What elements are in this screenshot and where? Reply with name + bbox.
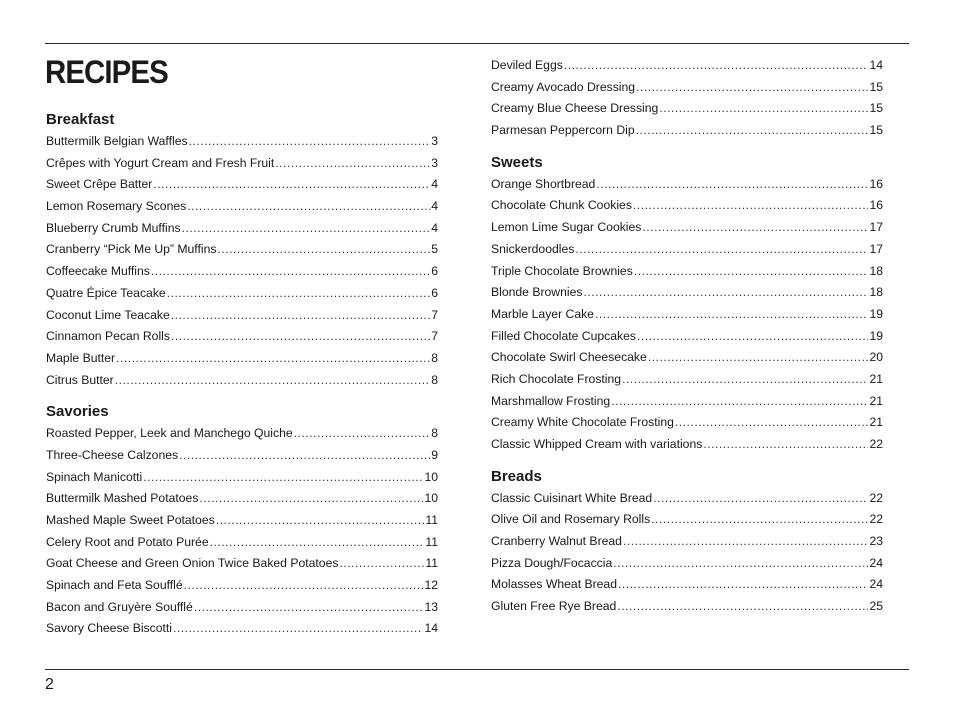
toc-section-savories	[46, 401, 438, 640]
toc-entry-title: Celery Root and Potato Purée	[46, 534, 209, 549]
toc-entry	[46, 131, 438, 153]
toc-entry	[46, 370, 438, 392]
toc-section-breakfast	[46, 109, 438, 391]
toc-entry-page: 24	[869, 555, 883, 570]
toc-entry	[46, 283, 438, 305]
toc-entry-title: Gluten Free Rye Bread	[491, 599, 617, 614]
toc-entry-page: 9	[431, 447, 438, 462]
toc-entry	[46, 218, 438, 240]
toc-entry	[491, 531, 883, 553]
dot-leader	[659, 98, 868, 120]
toc-entry-page: 8	[431, 426, 438, 441]
section-heading: Breads	[491, 467, 542, 485]
toc-entry-title: Coffeecake Muffins	[46, 264, 150, 279]
toc-left-column	[46, 109, 438, 640]
toc-entry-page: 22	[869, 490, 883, 505]
toc-entry-page: 17	[869, 241, 883, 256]
section-heading: Sweets	[491, 153, 543, 171]
dot-leader	[182, 218, 431, 240]
toc-entry-title: Marshmallow Frosting	[491, 393, 611, 408]
toc-entry	[46, 261, 438, 283]
toc-entry	[46, 597, 438, 619]
toc-entry	[491, 304, 883, 326]
toc-entry	[491, 77, 883, 99]
toc-entry-page: 6	[431, 264, 438, 279]
toc-entry-title: Spinach and Feta Soufflé	[46, 578, 183, 593]
top-rule	[45, 43, 909, 44]
dot-leader	[703, 434, 868, 456]
toc-entry-title: Citrus Butter	[46, 372, 114, 387]
dot-leader	[179, 445, 430, 467]
toc-section-sweets	[491, 152, 883, 456]
toc-entry	[491, 174, 883, 196]
toc-entry-title: Roasted Pepper, Leek and Manchego Quiche	[46, 426, 293, 441]
toc-entry-title: Filled Chocolate Cupcakes	[491, 328, 636, 343]
dot-leader	[199, 488, 423, 510]
dot-leader	[116, 348, 430, 370]
toc-entry-list	[46, 423, 438, 640]
toc-entry-title: Classic Cuisinart White Bread	[491, 490, 653, 505]
dot-leader	[633, 195, 869, 217]
dot-leader	[611, 391, 868, 413]
toc-entry	[46, 305, 438, 327]
toc-entry-page: 3	[431, 134, 438, 148]
dot-leader	[339, 553, 424, 575]
toc-entry	[491, 412, 883, 434]
toc-entry-page: 17	[869, 220, 883, 235]
toc-entry-title: Triple Chocolate Brownies	[491, 263, 633, 278]
dot-leader	[275, 153, 430, 175]
toc-entry-title: Marble Layer Cake	[491, 306, 594, 321]
toc-entry-page: 7	[431, 329, 438, 344]
dot-leader	[216, 510, 425, 532]
toc-entry-list	[46, 131, 438, 391]
dot-leader	[595, 304, 868, 326]
toc-entry-page: 18	[869, 263, 883, 278]
dot-leader	[173, 618, 423, 640]
toc-entry-title: Three-Cheese Calzones	[46, 447, 179, 462]
toc-entry-page: 10	[424, 469, 438, 484]
toc-entry-page: 8	[431, 372, 438, 387]
toc-entry-title: Savory Cheese Biscotti	[46, 621, 172, 636]
toc-entry-page: 11	[425, 556, 438, 571]
toc-entry-title: Olive Oil and Rosemary Rolls	[491, 512, 651, 527]
toc-entry-title: Blueberry Crumb Muffins	[46, 220, 181, 235]
dot-leader	[651, 509, 868, 531]
toc-entry	[46, 153, 438, 175]
toc-entry-list	[491, 55, 883, 142]
dot-leader	[143, 467, 423, 489]
toc-entry-title: Snickerdoodles	[491, 241, 575, 256]
toc-entry-page: 12	[424, 578, 438, 593]
toc-entry-title: Lemon Rosemary Scones	[46, 199, 187, 214]
dot-leader	[575, 239, 868, 261]
toc-entry-title: Creamy Blue Cheese Dressing	[491, 101, 659, 116]
toc-entry-title: Maple Butter	[46, 350, 116, 365]
dot-leader	[648, 347, 869, 369]
toc-entry-page: 19	[869, 306, 883, 321]
toc-entry	[46, 348, 438, 370]
toc-entry-page: 3	[431, 155, 438, 170]
toc-entry	[491, 596, 883, 618]
toc-entry-page: 23	[869, 534, 883, 549]
toc-entry-title: Quatre Épice Teacake	[46, 285, 166, 300]
toc-entry-page: 13	[424, 599, 438, 614]
toc-entry-page: 4	[431, 199, 438, 214]
toc-entry-page: 7	[431, 307, 438, 322]
toc-entry-title: Cranberry Walnut Bread	[491, 534, 622, 549]
toc-entry-page: 8	[431, 350, 438, 365]
dot-leader	[617, 596, 868, 618]
toc-entry-page: 22	[869, 437, 883, 451]
toc-entry	[491, 195, 883, 217]
toc-entry	[491, 574, 883, 596]
toc-entry-page: 16	[869, 198, 883, 213]
toc-entry-page: 4	[431, 220, 438, 235]
dot-leader	[189, 131, 431, 153]
toc-entry	[46, 239, 438, 261]
dot-leader	[583, 282, 868, 304]
dot-leader	[636, 120, 869, 142]
toc-entry-page: 19	[869, 328, 883, 343]
dot-leader	[637, 326, 868, 348]
toc-entry-page: 21	[869, 415, 883, 430]
toc-entry-title: Mashed Maple Sweet Potatoes	[46, 513, 215, 527]
toc-entry-title: Goat Cheese and Green Onion Twice Baked Potatoes	[46, 556, 339, 571]
toc-entry-title: Chocolate Chunk Cookies	[491, 198, 632, 213]
toc-entry	[491, 261, 883, 283]
toc-entry	[491, 120, 883, 142]
toc-entry-title: Molasses Wheat Bread	[491, 577, 617, 592]
section-heading: Savories	[46, 403, 109, 421]
toc-entry-page: 4	[431, 177, 438, 192]
toc-entry	[491, 239, 883, 261]
toc-entry-title: Orange Shortbread	[491, 176, 596, 191]
toc-entry	[46, 445, 438, 467]
toc-entry-title: Bacon and Gruyère Soufflé	[46, 599, 193, 614]
toc-entry-page: 5	[431, 242, 438, 257]
dot-leader	[184, 575, 424, 597]
page-number: 2	[45, 676, 54, 693]
toc-entry-list	[491, 488, 883, 618]
toc-entry	[46, 532, 438, 554]
toc-entry-title: Cinnamon Pecan Rolls	[46, 329, 170, 344]
toc-entry-title: Lemon Lime Sugar Cookies	[491, 220, 642, 235]
page-title: RECIPES	[45, 54, 168, 90]
toc-entry	[491, 369, 883, 391]
toc-entry-title: Parmesan Peppercorn Dip	[491, 123, 635, 138]
toc-section-continued	[491, 55, 883, 142]
dot-leader	[613, 553, 868, 575]
dot-leader	[167, 283, 431, 305]
toc-entry	[491, 55, 883, 77]
dot-leader	[642, 217, 868, 239]
toc-entry	[46, 510, 438, 532]
toc-entry-title: Coconut Lime Teacake	[46, 307, 170, 322]
toc-entry	[491, 434, 883, 456]
toc-entry-page: 22	[869, 512, 883, 527]
toc-entry-title: Spinach Manicotti	[46, 469, 143, 484]
toc-entry-title: Pizza Dough/Focaccia	[491, 555, 613, 570]
dot-leader	[194, 597, 424, 619]
toc-entry-title: Deviled Eggs	[491, 58, 563, 72]
dot-leader	[618, 574, 868, 596]
toc-entry	[491, 509, 883, 531]
toc-entry	[46, 326, 438, 348]
toc-entry-page: 21	[869, 371, 883, 386]
toc-entry-page: 24	[869, 577, 883, 592]
toc-entry-title: Buttermilk Mashed Potatoes	[46, 491, 199, 506]
toc-entry	[46, 618, 438, 640]
toc-entry-title: Creamy Avocado Dressing	[491, 79, 636, 94]
dot-leader	[622, 369, 868, 391]
toc-entry	[491, 391, 883, 413]
dot-leader	[596, 174, 868, 196]
toc-entry-page: 14	[869, 58, 883, 72]
dot-leader	[171, 326, 430, 348]
dot-leader	[210, 532, 425, 554]
toc-entry-page: 6	[431, 285, 438, 300]
toc-entry	[46, 423, 438, 445]
toc-entry-title: Crêpes with Yogurt Cream and Fresh Fruit	[46, 155, 275, 170]
toc-entry-title: Sweet Crêpe Batter	[46, 177, 153, 192]
toc-entry	[491, 553, 883, 575]
toc-entry-page: 15	[869, 123, 883, 138]
dot-leader	[634, 261, 869, 283]
dot-leader	[153, 174, 430, 196]
toc-entry-page: 15	[869, 79, 883, 94]
toc-entry-title: Classic Whipped Cream with variations	[491, 437, 703, 451]
toc-entry-page: 25	[869, 599, 883, 614]
toc-entry-page: 11	[425, 534, 438, 549]
toc-entry	[46, 553, 438, 575]
toc-entry-title: Chocolate Swirl Cheesecake	[491, 350, 647, 365]
dot-leader	[636, 77, 868, 99]
dot-leader	[187, 196, 430, 218]
toc-entry	[491, 326, 883, 348]
toc-entry	[491, 282, 883, 304]
toc-entry-page: 16	[869, 176, 883, 191]
toc-entry	[491, 347, 883, 369]
dot-leader	[675, 412, 869, 434]
toc-entry	[46, 196, 438, 218]
toc-entry-page: 18	[869, 285, 883, 300]
toc-entry-page: 10	[424, 491, 438, 506]
toc-entry-page: 15	[869, 101, 883, 116]
section-heading: Breakfast	[46, 111, 115, 128]
toc-section-breads	[491, 466, 883, 618]
toc-entry-title: Cranberry “Pick Me Up” Muffins	[46, 242, 217, 257]
dot-leader	[115, 370, 430, 392]
toc-entry-page: 21	[869, 393, 883, 408]
dot-leader	[151, 261, 430, 283]
toc-entry-title: Buttermilk Belgian Waffles	[46, 134, 188, 148]
toc-entry	[491, 488, 883, 510]
dot-leader	[217, 239, 430, 261]
dot-leader	[623, 531, 868, 553]
dot-leader	[171, 305, 430, 327]
toc-entry	[46, 488, 438, 510]
toc-entry	[491, 217, 883, 239]
dot-leader	[653, 488, 868, 510]
dot-leader	[294, 423, 431, 445]
dot-leader	[564, 55, 869, 77]
toc-entry-page: 11	[425, 513, 438, 527]
toc-entry-title: Blonde Brownies	[491, 285, 583, 300]
toc-entry	[491, 98, 883, 120]
toc-entry-page: 14	[424, 621, 438, 636]
toc-entry	[46, 467, 438, 489]
toc-right-column	[491, 55, 883, 618]
toc-entry	[46, 174, 438, 196]
toc-entry-title: Creamy White Chocolate Frosting	[491, 415, 674, 430]
toc-entry	[46, 575, 438, 597]
bottom-rule	[45, 669, 909, 670]
toc-entry-list	[491, 174, 883, 456]
toc-entry-title: Rich Chocolate Frosting	[491, 371, 622, 386]
toc-entry-page: 20	[869, 350, 883, 365]
